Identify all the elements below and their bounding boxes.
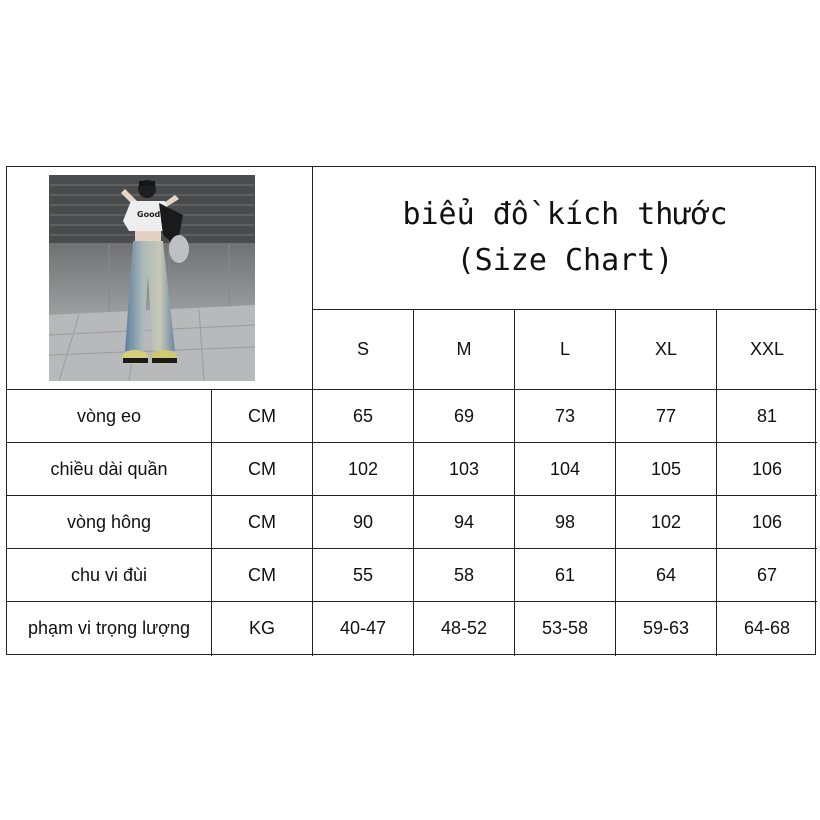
row-unit: CM — [248, 458, 276, 479]
table-cell: 94 — [453, 511, 475, 532]
table-cell: 102 — [347, 458, 379, 479]
shirt-print: Good — [137, 210, 161, 219]
table-cell: 53-58 — [541, 618, 589, 638]
row-unit: CM — [248, 564, 276, 585]
table-cell: 90 — [352, 511, 374, 532]
size-header-l: L — [559, 339, 570, 359]
row-label-waist: vòng eo — [76, 405, 142, 426]
table-cell: 98 — [554, 511, 576, 532]
table-cell: 59-63 — [642, 618, 690, 638]
row-label-weight: phạm vi trọng lượng — [28, 618, 190, 638]
table-cell: 55 — [352, 564, 374, 585]
table-cell: 77 — [655, 405, 677, 426]
table-cell: 73 — [554, 405, 576, 426]
chart-title-line-1: biểu đồ kích thước — [402, 197, 728, 232]
row-label-thigh: chu vi đùi — [70, 564, 148, 585]
table-cell: 40-47 — [339, 618, 387, 638]
row-unit: KG — [248, 618, 275, 638]
table-cell: 81 — [756, 405, 778, 426]
row-unit: CM — [248, 511, 276, 532]
table-cell: 103 — [448, 458, 480, 479]
table-cell: 105 — [650, 458, 682, 479]
table-cell: 69 — [453, 405, 475, 426]
table-cell: 61 — [554, 564, 576, 585]
chart-title — [313, 167, 817, 309]
size-header-m: M — [456, 339, 472, 359]
table-cell: 102 — [650, 511, 682, 532]
table-cell: 106 — [751, 511, 783, 532]
row-unit: CM — [248, 405, 276, 426]
table-cell: 64 — [655, 564, 677, 585]
table-cell: 64-68 — [743, 618, 791, 638]
row-label-length: chiều dài quần — [50, 458, 168, 479]
size-header-xl: XL — [654, 339, 678, 359]
table-cell: 67 — [756, 564, 778, 585]
row-label-hip: vòng hông — [66, 511, 152, 532]
product-photo — [49, 175, 255, 381]
table-cell: 48-52 — [440, 618, 488, 638]
chart-title-line-2: (Size Chart) — [456, 243, 674, 278]
table-cell: 65 — [352, 405, 374, 426]
table-cell: 104 — [549, 458, 581, 479]
size-chart-table — [6, 166, 816, 655]
table-cell: 58 — [453, 564, 475, 585]
size-header-s: S — [356, 339, 369, 359]
table-cell: 106 — [751, 458, 783, 479]
size-header-xxl: XXL — [749, 339, 785, 359]
